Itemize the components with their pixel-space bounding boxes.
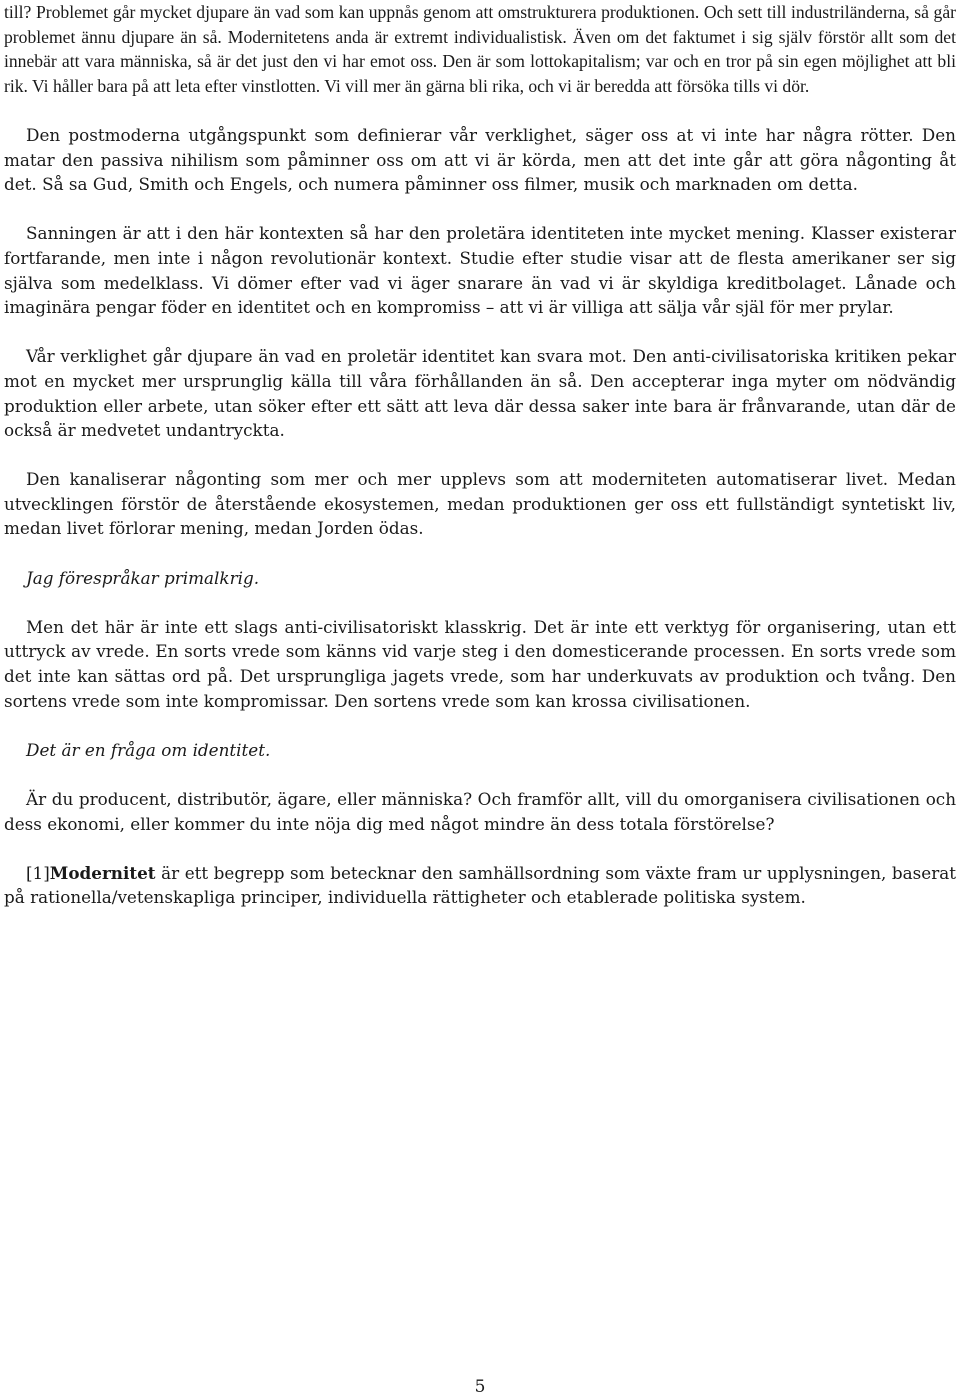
paragraph-anti-civilization-critique: Vår verklighet går djupare än vad en proletär identitet kan svara mot. Den anti-civilisatoriska kritiken pekar mot en mycket mer ursprunglig källa till våra förhållanden än så. Den accepterar inga myter om nödvändig produktion eller arbete, utan söker efter ett sätt att leva där dessa saker inte bara är frånvarande, utan där de också är medvetet undantryckta.: [4, 346, 956, 441]
footnote: [4, 861, 956, 910]
footnote-marker: [1]: [26, 862, 50, 883]
paragraph-identity-question: Det är en fråga om identitet.: [26, 739, 271, 760]
footnote-term: Modernitet: [49, 862, 156, 883]
document-page: [4, 0, 956, 910]
paragraph-anger: Men det här är inte ett slags anti-civilisatoriskt klasskrig. Det är inte ett verktyg för organisering, utan ett uttryck av vrede. En sorts vrede som känns vid varje steg i den domesticerande processen. En sorts vrede som det inte kan sättas ord på. Det ursprungliga jagets vrede, som har underkuvats av produktion och tvång. Den sortens vrede som inte kompromissar. Den sortens vrede som kan krossa civilisationen.: [4, 616, 956, 711]
paragraph-postmodern: Den postmoderna utgångspunkt som definierar vår verklighet, säger oss at vi inte har några rötter. Den matar den passiva nihilism som påminner oss om att vi är körda, men att det inte går att göra någonting åt det. Så sa Gud, Smith och Engels, och numera påminner oss filmer, musik och marknaden om detta.: [4, 124, 956, 195]
paragraph-continuation: till? Problemet går mycket djupare än vad som kan uppnås genom att omstrukturera produktionen. Och sett till industriländerna, så går problemet ännu djupare än så. Modernitetens anda är extremt individualistisk. Även om det faktumet i sig själv förstör allt som det innebär att vara människa, så är det just den vi har emot oss. Den är som lottokapitalism; var och en tror på sin egen möjlighet att bli rik. Vi håller bara på att leta efter vinstlotten. Vi vill mer än gärna bli rika, och vi är beredda att försöka tills vi dör.: [4, 2, 956, 96]
paragraph-choice: Är du producent, distributör, ägare, eller människa? Och framför allt, vill du omorganisera civilisationen och dess ekonomi, eller kommer du inte nöja dig med något mindre än dess totala förstörelse?: [4, 789, 956, 834]
paragraph-modernity-automation: Den kanaliserar någonting som mer och mer upplevs som att moderniteten automatiserar livet. Medan utvecklingen förstör de återstående ekosystemen, medan produktionen ger oss ett fullständigt syntetiskt liv, medan livet förlorar mening, medan Jorden ödas.: [4, 469, 956, 539]
paragraph-primal-war: Jag förespråkar primalkrig.: [26, 567, 260, 588]
paragraph-proletarian-identity: Sanningen är att i den här kontexten så har den proletära identiteten inte mycket mening. Klasser existerar fortfarande, men inte i någon revolutionär kontext. Studie efter studie visar att de flesta amerikaner ser sig själva som medelklass. Vi dömer efter vad vi äger snarare än vad vi är skyldiga kreditbolaget. Lånade och imaginära pengar föder en identitet och en kompromiss – att vi är villiga att sälja vår själ för mer prylar.: [4, 223, 956, 318]
footnote-text: är ett begrepp som betecknar den samhällsordning som växte fram ur upplysningen, baserat på rationella/vetenskapliga principer, individuella rättigheter och etablerade politiska system.: [4, 862, 956, 908]
page-number: 5: [474, 1377, 486, 1397]
